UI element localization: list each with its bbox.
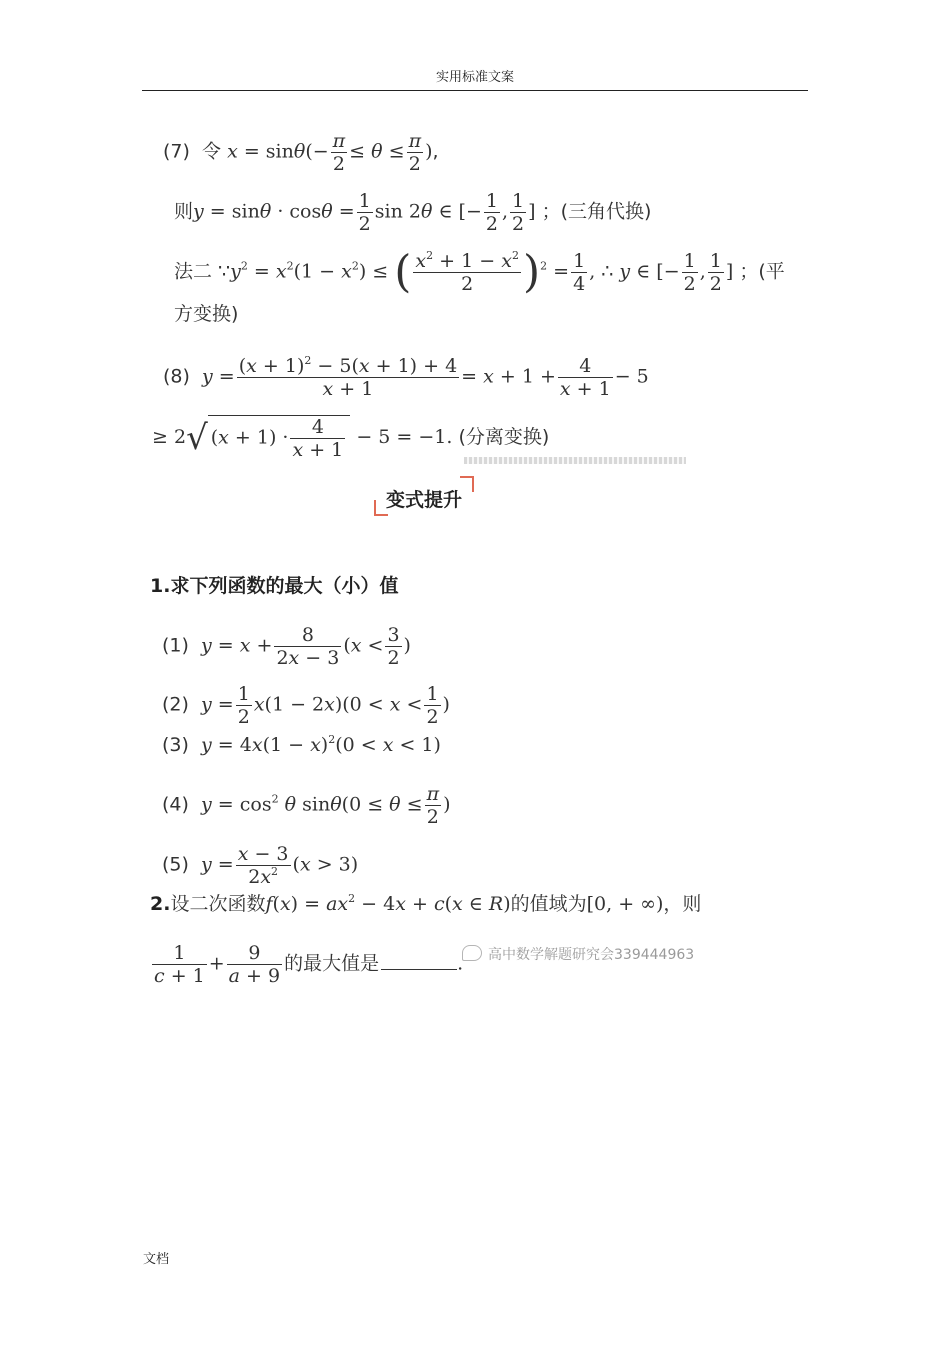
problem-2: (2) y = $\frac{1}{2}$ x(1 − 2x)(0 < x < $\frac{1}{2}$ ) (162, 683, 450, 728)
section-banner (372, 476, 476, 516)
then-text: 则 (174, 200, 194, 223)
method-2-line: 法二 $\because y^2 = x^2(1 - x^2)$ ≤ ( $\frac{x^2 + 1 - x^2}{2}$ )$^2$ = $\frac{1}{4}$ , ∴ y ∈ [− $\frac{1}{2}$ , $\frac{1}{2}$ ] ；(平 (174, 246, 785, 298)
corner-bracket-right (460, 476, 474, 492)
problem-4: (4) $y = \cos^2 \theta$ sinθ(0 ≤ θ ≤ $\frac{\pi}{2}$ ) (162, 783, 451, 828)
problem-1: (1) y = x + $\frac{8}{2x - 3}$ (x < $\frac{3}{2}$ ) (162, 624, 411, 669)
square-transform-tag: ；(平 (739, 260, 785, 283)
item-7-line-2: 则y = sinθ · cosθ = $\frac{1}{2}$ sin 2θ ∈ [− $\frac{1}{2}$ , $\frac{1}{2}$ ] ；(三角代换) (174, 190, 652, 235)
problem-1-label: (1) (162, 634, 189, 657)
question-2-number: 2. (150, 893, 171, 915)
page-footer: 文档 (143, 1252, 170, 1267)
question-1-text: 求下列函数的最大（小）值 (170, 575, 399, 597)
answer-blank (381, 969, 457, 970)
item-7-label: (7) (163, 140, 190, 163)
question-2-line-1: 2.设二次函数$f(x) = ax^2 - 4x + c(x$ ∈ R)的值域为[0, + ∞)，则 (150, 892, 702, 915)
item-8-label: (8) (163, 365, 190, 388)
header-rule (142, 90, 808, 91)
problem-5: (5) y = $\frac{x - 3}{2x^2}$ (x > 3) (162, 843, 359, 888)
wechat-icon (462, 945, 482, 961)
page-header: 实用标准文案 (435, 70, 514, 85)
item-8-line-2: ≥ 2√ (x + 1) · $\frac{4}{x + 1}$ − 5 = −1. (分离变换) (152, 416, 550, 461)
watermark-text: 高中数学解题研究会339444963 (488, 947, 695, 963)
watermark-strip (464, 457, 686, 464)
section-title: 变式提升 (386, 489, 463, 511)
separation-tag: (分离变换) (458, 426, 550, 448)
problem-3: (3) $y = 4x(1 - x)^2(0 < x < 1)$ (162, 733, 441, 756)
question-1 (150, 574, 398, 598)
problem-2-label: (2) (162, 693, 189, 716)
method-2-label: 法二 (174, 260, 213, 283)
item-7-line-1: (7) 令 x = sinθ(− $\frac{\pi}{2}$ ≤ θ ≤ $\frac{\pi}{2}$ ), (163, 130, 439, 175)
watermark (462, 944, 694, 964)
problem-4-label: (4) (162, 793, 189, 816)
square-transform-tag-cont: 方变换) (174, 303, 239, 325)
problem-5-label: (5) (162, 853, 189, 876)
question-2-line-2: $\frac{1}{c + 1}$ + $\frac{9}{a + 9}$ 的最大值是 . (154, 942, 464, 987)
question-1-number: 1. (150, 575, 171, 597)
problem-3-label: (3) (162, 734, 189, 756)
trig-substitution-tag: ；(三角代换) (541, 200, 652, 223)
item-7-let: 令 (202, 140, 222, 163)
item-8-line-1: (8) y = $\frac{(x + 1)^2 - 5(x + 1) + 4}{x + 1}$ = x + 1 + $\frac{4}{x + 1}$ − 5 (163, 354, 649, 400)
